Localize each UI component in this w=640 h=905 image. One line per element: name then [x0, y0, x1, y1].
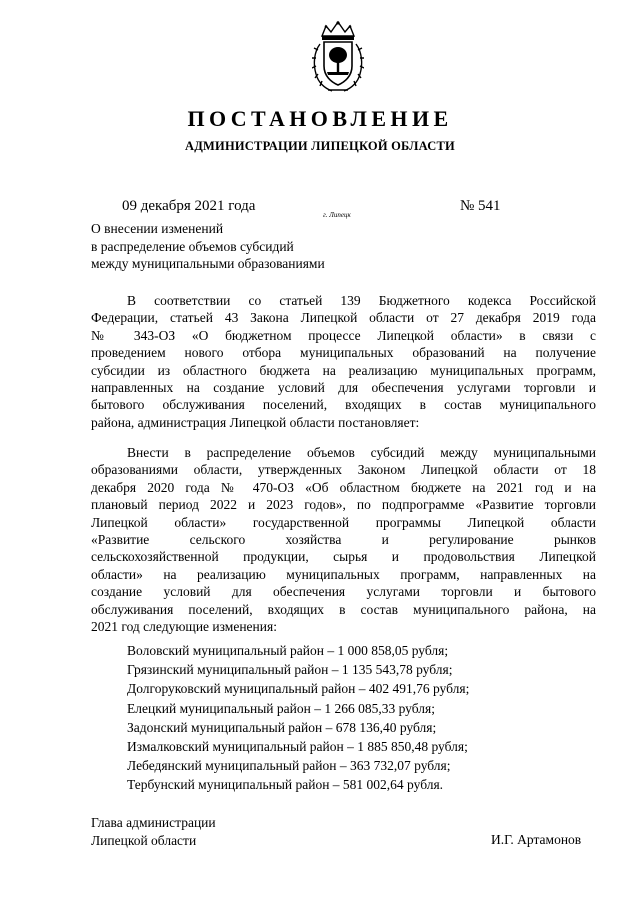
paragraph-line: субсидии из областного бюджета на реализацию муниципальных программ, — [91, 362, 596, 378]
position-line: Липецкой области — [91, 833, 197, 848]
paragraph-line: Внести в распределение объемов субсидий между муниципальными — [127, 445, 596, 460]
paragraph-line: В соответствии со статьей 139 Бюджетного кодекса Российской — [127, 293, 596, 308]
paragraph-line: проведением нового отбора муниципальных образований на получение — [91, 345, 596, 361]
document-title: ПОСТАНОВЛЕНИЕ — [187, 106, 453, 131]
list-item: Тербунский муниципальный район – 581 002,64 рубля. — [127, 777, 444, 793]
subject-line: между муниципальными образованиями — [91, 256, 325, 271]
subject-line: в распределение объемов субсидий — [91, 238, 294, 254]
position-line: Глава администрации — [91, 815, 216, 830]
paragraph-line: Липецкой области» государственной программы Липецкой области — [91, 514, 596, 530]
paragraph-line: плановый период 2022 и 2023 годов», по подпрограмме «Развитие торговли — [91, 497, 596, 513]
paragraph-line: сельскохозяйственной продукции, сырья и продовольствия Липецкой — [91, 549, 596, 565]
issuing-authority: АДМИНИСТРАЦИИ ЛИПЕЦКОЙ ОБЛАСТИ — [185, 139, 455, 153]
paragraph-line: района, администрация Липецкой области постановляет: — [91, 414, 420, 430]
list-item: Долгоруковский муниципальный район – 402 491,76 рубля; — [127, 681, 470, 697]
document-date: 09 декабря 2021 года — [122, 198, 256, 214]
paragraph-line: создание условий для обеспечения услугами торговли и бытового — [91, 584, 596, 600]
list-item: Задонский муниципальный район – 678 136,40 рубля; — [127, 719, 437, 735]
resolution-paragraph — [91, 444, 596, 635]
document-number: № 541 — [460, 198, 501, 214]
list-item: Грязинский муниципальный район – 1 135 543,78 рубля; — [127, 662, 453, 678]
paragraph-line: 2021 год следующие изменения: — [91, 619, 277, 635]
paragraph-line: обслуживания поселений, входящих в состав муниципального района, на — [91, 601, 596, 617]
signatory-position — [91, 814, 216, 850]
signatory-name: И.Г. Артамонов — [491, 832, 582, 847]
paragraph-line: направленных на создание условий для обеспечения услугами торговли и — [91, 380, 596, 396]
paragraph-line: № 343-ОЗ «О бюджетном процессе Липецкой области» в связи с — [91, 327, 596, 343]
paragraph-line: декабря 2020 года № 470-ОЗ «Об областном бюджете на 2021 год и на — [91, 479, 596, 495]
preamble-paragraph — [91, 292, 596, 431]
list-item: Лебедянский муниципальный район – 363 732,07 рубля; — [127, 758, 451, 774]
list-item: Измалковский муниципальный район – 1 885 850,48 рубля; — [127, 739, 468, 755]
paragraph-line: Федерации, статьей 43 Закона Липецкой области от 27 декабря 2019 года — [91, 310, 596, 326]
list-item: Воловский муниципальный район – 1 000 858,05 рубля; — [127, 643, 449, 658]
subject-line: О внесении изменений — [91, 221, 224, 236]
document-subject — [91, 220, 325, 273]
document-place: г. Липецк — [323, 211, 351, 219]
paragraph-line: области» на реализацию муниципальных программ, направленных на — [91, 566, 596, 582]
changes-list — [127, 641, 469, 795]
coat-of-arms-icon — [312, 20, 364, 94]
paragraph-line: «Развитие сельского хозяйства и регулирование рынков — [91, 532, 596, 548]
list-item: Елецкий муниципальный район – 1 266 085,33 рубля; — [127, 700, 435, 716]
paragraph-line: образованиями области, утвержденных Законом Липецкой области от 18 — [91, 462, 596, 478]
paragraph-line: бытового обслуживания поселений, входящих в состав муниципального — [91, 397, 596, 413]
